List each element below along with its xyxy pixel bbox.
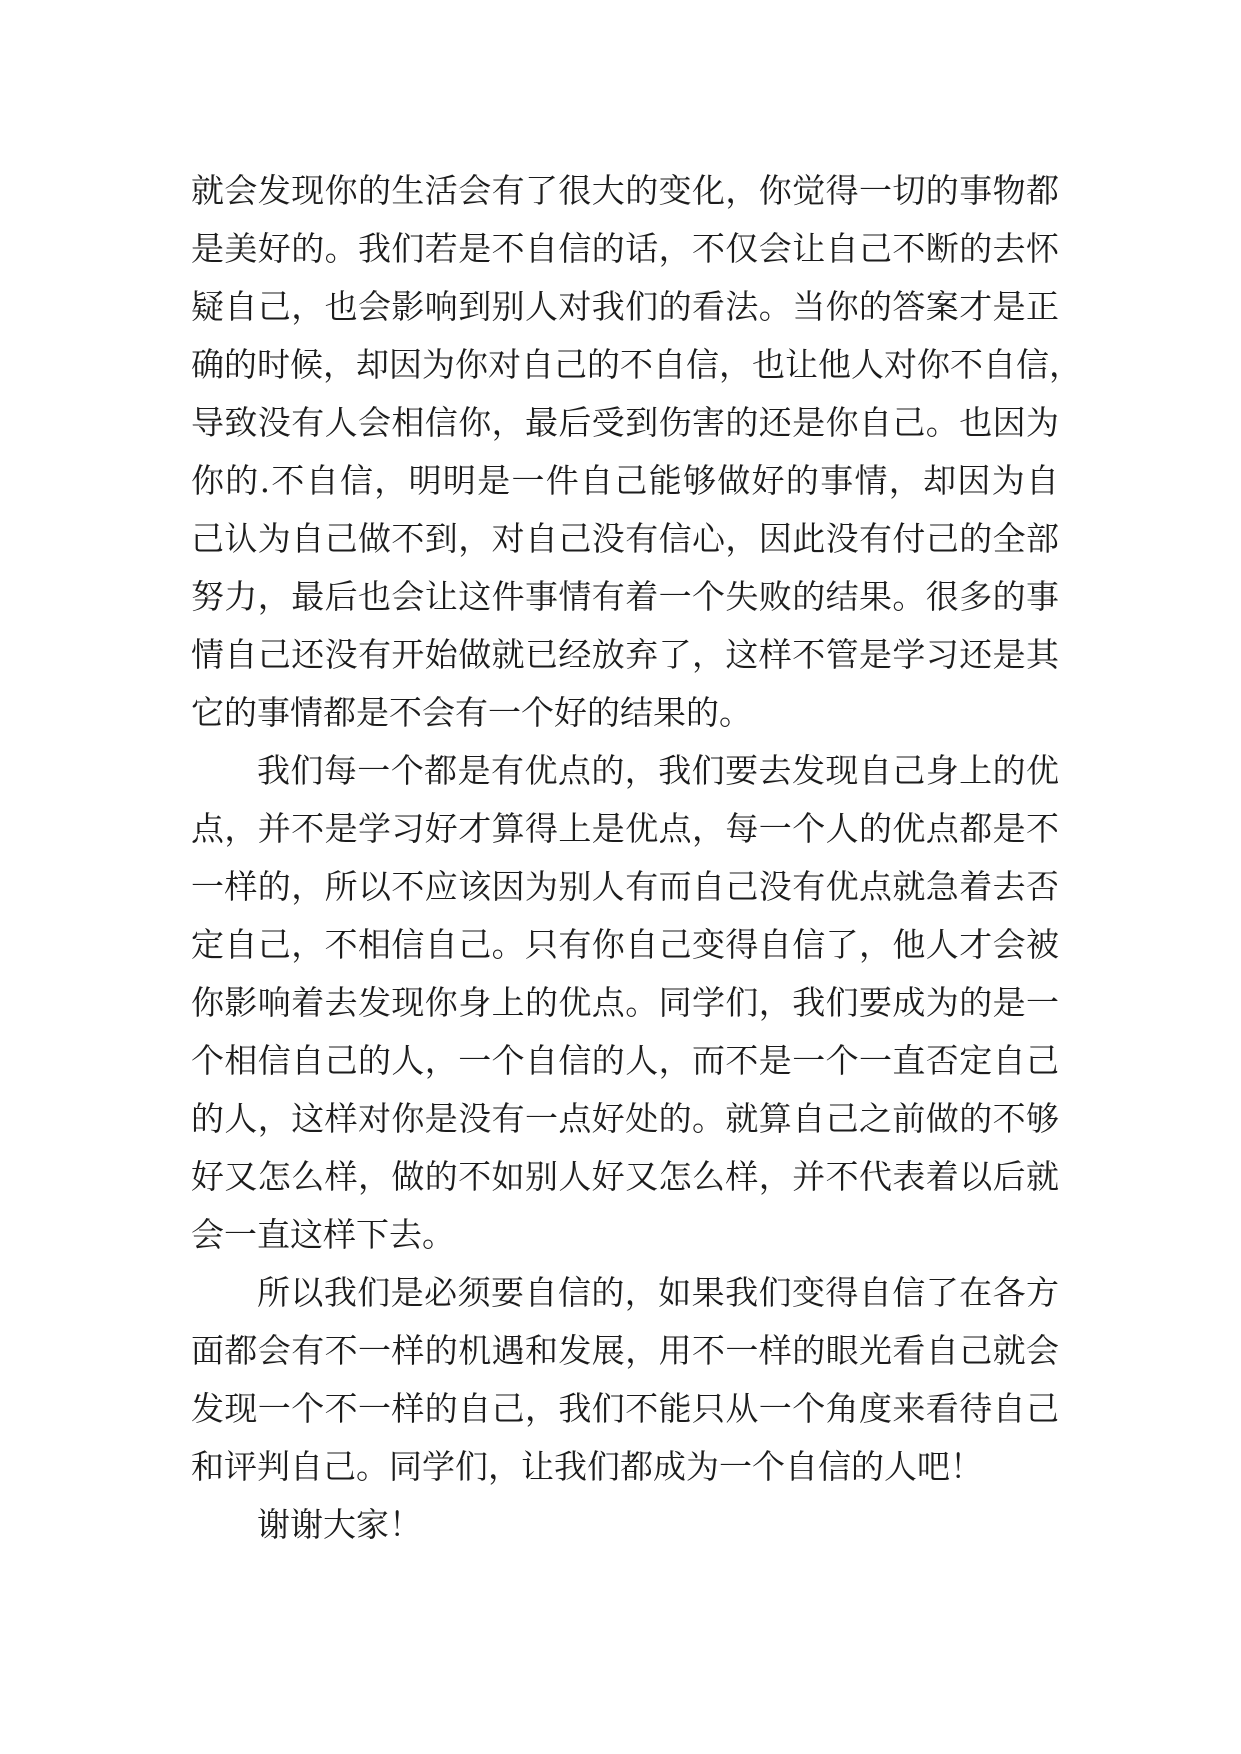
text-line: 发现一个不一样的自己，我们不能只从一个角度来看待自己 bbox=[191, 1389, 1059, 1428]
text-line: 疑自己，也会影响到别人对我们的看法。当你的答案才是正 bbox=[191, 287, 1059, 326]
text-line: 情自己还没有开始做就已经放弃了，这样不管是学习还是其 bbox=[191, 635, 1059, 674]
text-line: 你影响着去发现你身上的优点。同学们，我们要成为的是一 bbox=[191, 983, 1059, 1022]
closing-paragraph bbox=[191, 1496, 1059, 1554]
text-line: 定自己，不相信自己。只有你自己变得自信了，他人才会被 bbox=[191, 925, 1059, 964]
text-line: 确的时候，却因为你对自己的不自信，也让他人对你不自信， bbox=[191, 345, 1082, 384]
text-line: 我们每一个都是有优点的，我们要去发现自己身上的优 bbox=[257, 751, 1059, 790]
document-body bbox=[191, 162, 1082, 1554]
text-line: 面都会有不一样的机遇和发展，用不一样的眼光看自己就会 bbox=[191, 1331, 1059, 1370]
text-line: 点，并不是学习好才算得上是优点，每一个人的优点都是不 bbox=[191, 809, 1059, 848]
paragraph bbox=[191, 1264, 1059, 1496]
paragraph bbox=[191, 162, 1082, 742]
text-line: 一样的，所以不应该因为别人有而自己没有优点就急着去否 bbox=[191, 867, 1059, 906]
closing-line: 谢谢大家！ bbox=[257, 1505, 422, 1544]
text-line: 己认为自己做不到，对自己没有信心，因此没有付己的全部 bbox=[191, 519, 1059, 558]
text-line: 导致没有人会相信你，最后受到伤害的还是你自己。也因为 bbox=[191, 403, 1059, 442]
text-line: 努力，最后也会让这件事情有着一个失败的结果。很多的事 bbox=[191, 577, 1059, 616]
text-line: 你的.不自信，明明是一件自己能够做好的事情，却因为自 bbox=[191, 461, 1059, 500]
text-line: 和评判自己。同学们，让我们都成为一个自信的人吧！ bbox=[191, 1447, 983, 1486]
text-line: 的人，这样对你是没有一点好处的。就算自己之前做的不够 bbox=[191, 1099, 1059, 1138]
text-line: 是美好的。我们若是不自信的话，不仅会让自己不断的去怀 bbox=[191, 229, 1059, 268]
text-line: 会一直这样下去。 bbox=[191, 1215, 455, 1254]
text-line: 个相信自己的人，一个自信的人，而不是一个一直否定自己 bbox=[191, 1041, 1059, 1080]
text-line: 好又怎么样，做的不如别人好又怎么样，并不代表着以后就 bbox=[191, 1157, 1059, 1196]
text-line: 就会发现你的生活会有了很大的变化，你觉得一切的事物都 bbox=[191, 171, 1059, 210]
text-line: 它的事情都是不会有一个好的结果的。 bbox=[191, 693, 752, 732]
text-line: 所以我们是必须要自信的，如果我们变得自信了在各方 bbox=[257, 1273, 1059, 1312]
paragraph bbox=[191, 742, 1059, 1264]
